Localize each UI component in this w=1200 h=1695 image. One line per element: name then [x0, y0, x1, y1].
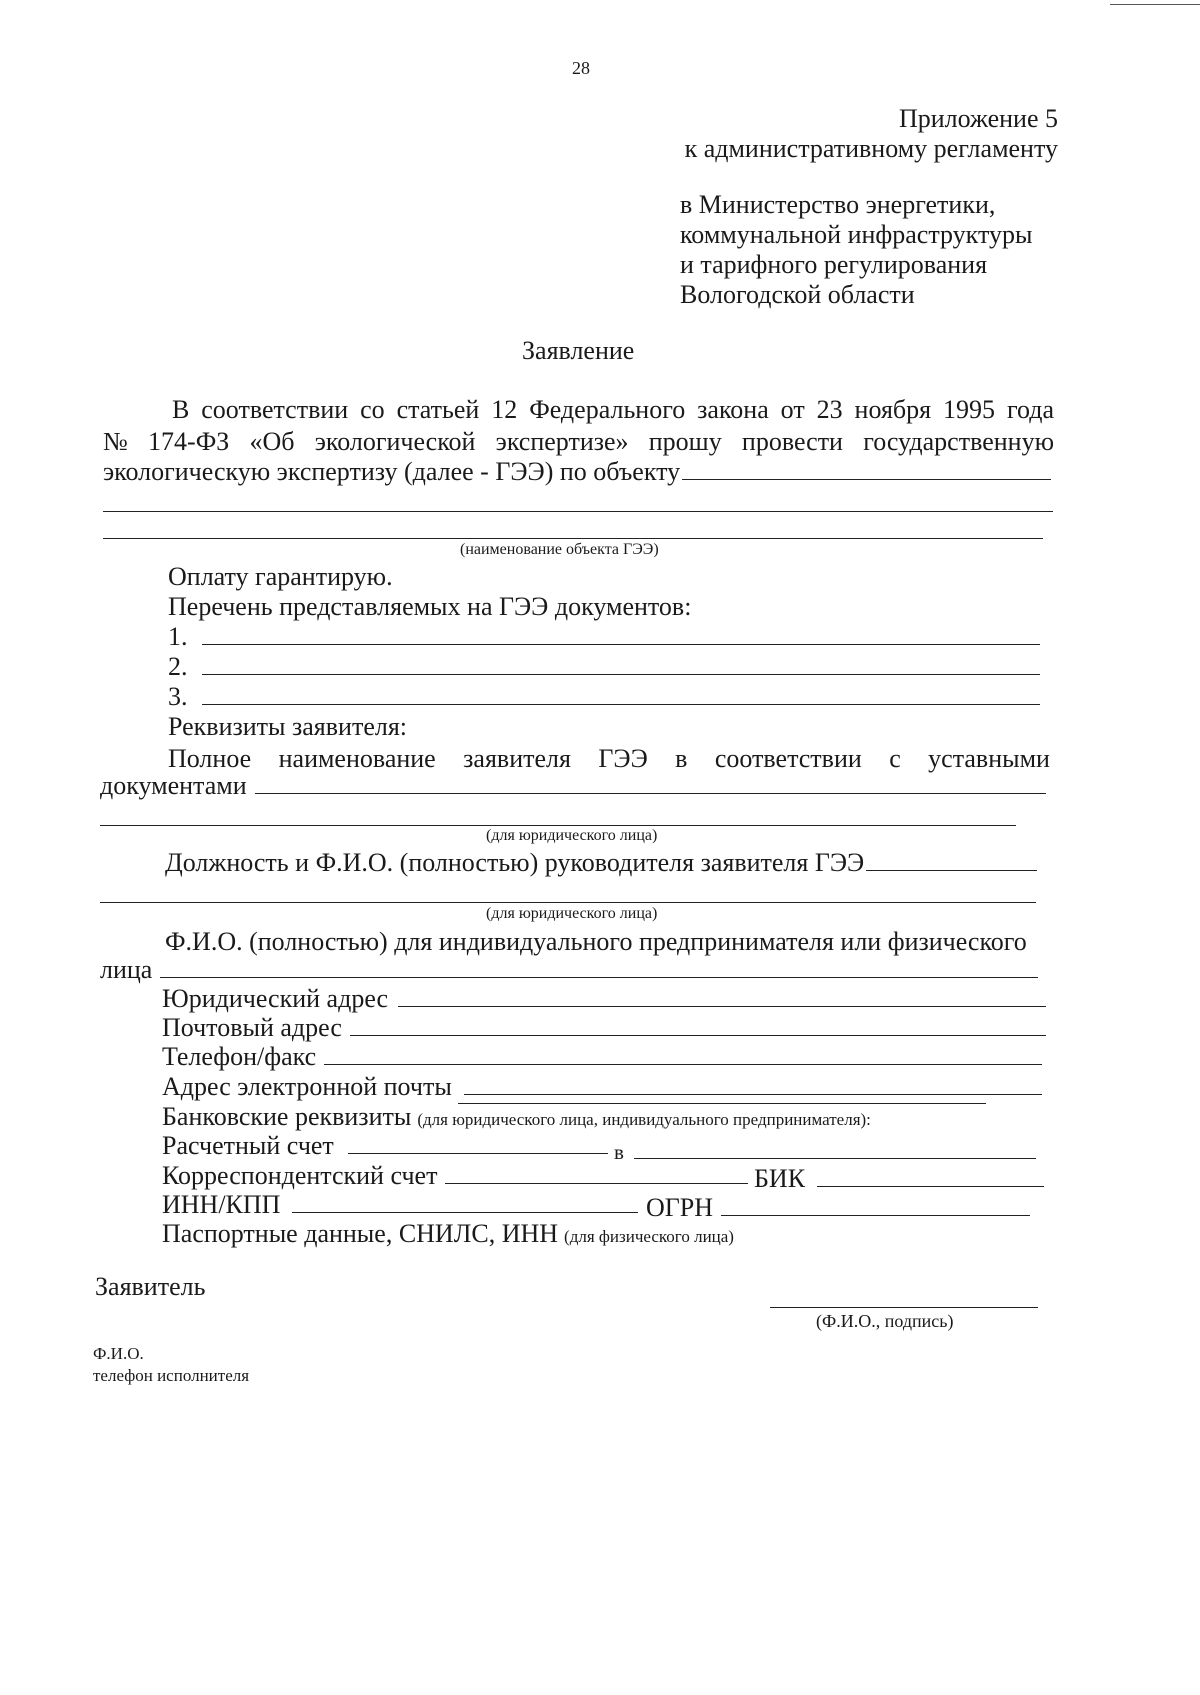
applicant-label: Заявитель: [95, 1272, 206, 1301]
ip-row: [100, 955, 1038, 985]
corr-account-field[interactable]: [445, 1161, 748, 1184]
signature-hint: (Ф.И.О., подпись): [816, 1311, 954, 1331]
head-field[interactable]: [866, 848, 1037, 871]
scan-edge-line: [1110, 4, 1200, 5]
executor-phone: телефон исполнителя: [93, 1366, 250, 1385]
object-field-line[interactable]: [103, 511, 1053, 512]
word: экологической: [314, 427, 476, 456]
word: в: [675, 744, 688, 773]
bik-row: [754, 1164, 1044, 1194]
full-name-row: [100, 771, 1046, 801]
head-label: Должность и Ф.И.О. (полностью) руководителя заявителя ГЭЭ: [165, 848, 865, 877]
bank-in-label: в: [614, 1140, 624, 1164]
word: соответствии: [714, 744, 862, 773]
document-item-field[interactable]: [202, 652, 1041, 675]
word: №: [103, 427, 128, 456]
legal-address-label: Юридический адрес: [162, 984, 389, 1013]
intro-line-2: [103, 427, 1054, 457]
bank-name-field[interactable]: [634, 1136, 1036, 1159]
intro-line-1: [172, 395, 1054, 425]
word: государственную: [863, 427, 1054, 456]
ogrn-label: ОГРН: [646, 1193, 714, 1222]
ip-label-cont: лица: [100, 955, 153, 984]
ogrn-field[interactable]: [721, 1193, 1030, 1216]
word: с: [889, 744, 901, 773]
word: закона: [697, 395, 769, 424]
word: со: [360, 395, 385, 424]
full-name-label: документами: [100, 771, 247, 800]
object-label: экологическую экспертизу (далее - ГЭЭ) по объекту: [103, 457, 681, 486]
head-row: [165, 848, 1037, 878]
phone-label: Телефон/факс: [162, 1042, 317, 1071]
documents-heading: Перечень представляемых на ГЭЭ документов:: [168, 592, 692, 621]
email-label: Адрес электронной почты: [162, 1072, 452, 1101]
word: статьей: [396, 395, 480, 424]
addressee-line: коммунальной инфраструктуры: [680, 220, 1033, 249]
legal-entity-hint: (для юридического лица): [486, 827, 658, 844]
addressee-line: в Министерство энергетики,: [680, 190, 996, 219]
passport-hint: (для физического лица): [564, 1227, 734, 1246]
payment-guarantee: Оплату гарантирую.: [168, 562, 393, 591]
inn-kpp-row: [162, 1190, 638, 1220]
document-item: [168, 622, 1040, 652]
item-number: 3.: [168, 682, 188, 711]
word: Полное: [168, 744, 252, 773]
document-item-field[interactable]: [202, 622, 1041, 645]
legal-address-field[interactable]: [398, 984, 1046, 1007]
word: года: [1006, 395, 1054, 424]
phone-field[interactable]: [324, 1042, 1042, 1065]
annex-subtitle: к административному регламенту: [684, 134, 1058, 163]
requisites-heading: Реквизиты заявителя:: [168, 712, 408, 741]
head-field-line[interactable]: [100, 902, 1036, 903]
word: Федерального: [529, 395, 686, 424]
addressee-line: Вологодской области: [680, 280, 915, 309]
bik-field[interactable]: [817, 1164, 1044, 1187]
signature-field[interactable]: [770, 1307, 1038, 1308]
postal-address-label: Почтовый адрес: [162, 1013, 342, 1042]
full-name-field-line[interactable]: [100, 825, 1016, 826]
ip-field[interactable]: [160, 955, 1038, 978]
ip-label: Ф.И.О. (полностью) для индивидуального предпринимателя или физического: [165, 927, 1027, 956]
account-row: [162, 1131, 608, 1161]
object-hint: (наименование объекта ГЭЭ): [460, 541, 659, 558]
phone-row: [162, 1042, 1042, 1072]
postal-address-row: [162, 1013, 1046, 1043]
word: уставными: [928, 744, 1050, 773]
word: 1995: [943, 395, 996, 424]
corr-account-label: Корреспондентский счет: [162, 1161, 438, 1190]
corr-account-row: [162, 1161, 748, 1191]
passport-row: [162, 1219, 734, 1249]
word: ноября: [854, 395, 932, 424]
legal-entity-hint: (для юридического лица): [486, 905, 658, 922]
document-item: [168, 652, 1040, 682]
email-row: [162, 1072, 1042, 1102]
full-name-field[interactable]: [255, 771, 1046, 794]
bik-label: БИК: [754, 1164, 806, 1193]
word: от: [780, 395, 805, 424]
executor-fio: Ф.И.О.: [93, 1344, 144, 1363]
word: экспертизе»: [495, 427, 629, 456]
word: В: [172, 395, 190, 424]
inn-kpp-label: ИНН/КПП: [162, 1190, 281, 1219]
inn-kpp-field[interactable]: [292, 1190, 638, 1213]
bank-hint: (для юридического лица, индивидуального предпринимателя):: [417, 1110, 871, 1129]
word: соответствии: [201, 395, 349, 424]
word: ГЭЭ: [598, 744, 648, 773]
account-field[interactable]: [348, 1131, 608, 1154]
word: прошу: [648, 427, 722, 456]
object-field-line[interactable]: [103, 538, 1043, 539]
postal-address-field[interactable]: [350, 1013, 1046, 1036]
passport-label: Паспортные данные, СНИЛС, ИНН: [162, 1219, 559, 1248]
word: 174-ФЗ: [148, 427, 230, 456]
item-number: 1.: [168, 622, 188, 651]
account-label: Расчетный счет: [162, 1131, 334, 1160]
full-name-line: [168, 744, 1050, 774]
bank-row: [162, 1102, 871, 1132]
document-item: [168, 682, 1040, 712]
annex-title: Приложение 5: [898, 104, 1058, 133]
bank-label: Банковские реквизиты: [162, 1102, 412, 1131]
legal-address-row: [162, 984, 1046, 1014]
email-field[interactable]: [464, 1072, 1042, 1095]
word: 23: [816, 395, 843, 424]
word: заявителя: [463, 744, 571, 773]
word: «Об: [249, 427, 295, 456]
addressee-line: и тарифного регулирования: [680, 250, 988, 279]
object-row: [103, 457, 1051, 487]
object-field[interactable]: [682, 457, 1051, 480]
word: наименование: [278, 744, 436, 773]
item-number: 2.: [168, 652, 188, 681]
document-title: Заявление: [522, 336, 635, 365]
word: 12: [491, 395, 518, 424]
page-number: 28: [572, 58, 590, 78]
document-item-field[interactable]: [202, 682, 1041, 705]
word: провести: [741, 427, 843, 456]
